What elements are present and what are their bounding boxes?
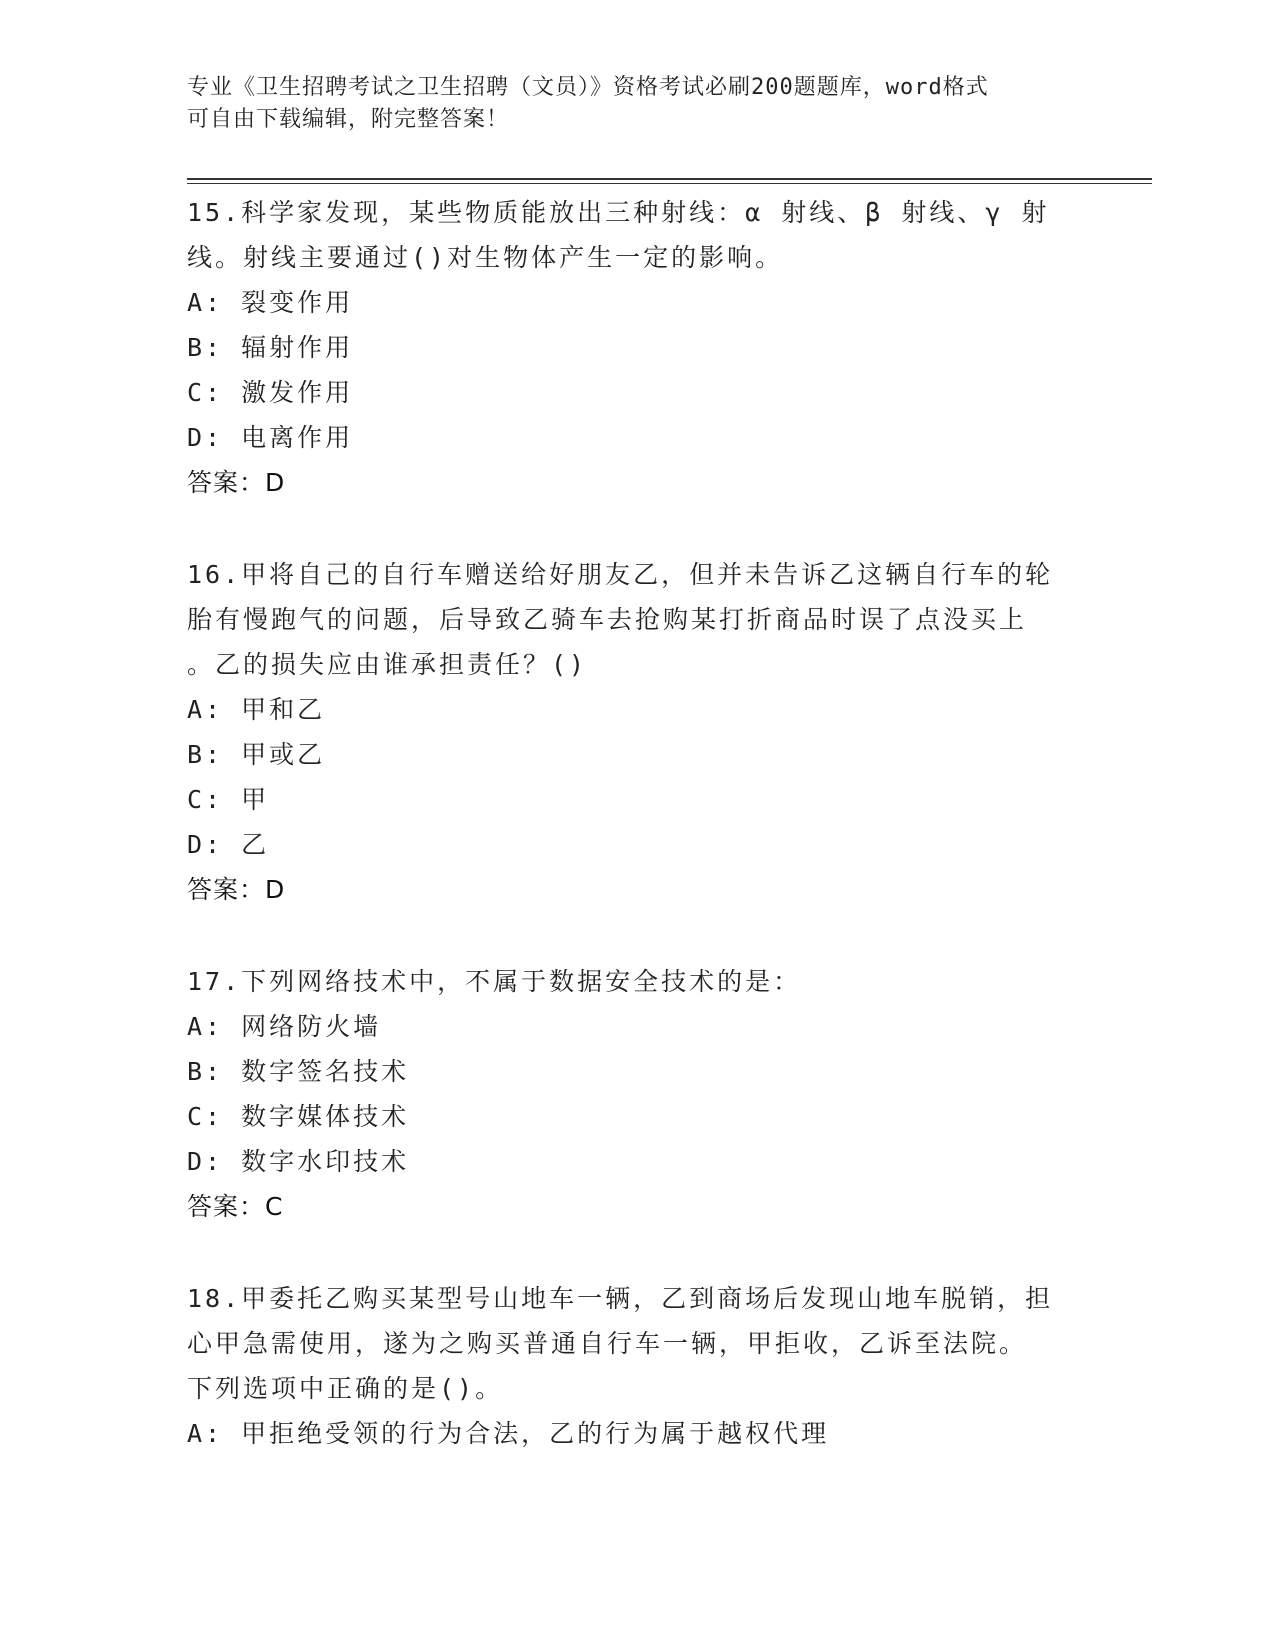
option-a: A: 网络防火墙	[187, 1012, 382, 1041]
answer-line: 答案：D	[187, 468, 286, 497]
question-18	[187, 1276, 1087, 1456]
option-a: A: 甲拒绝受领的行为合法，乙的行为属于越权代理	[187, 1419, 830, 1448]
option-c: C: 激发作用	[187, 378, 354, 407]
option-d: D: 电离作用	[187, 423, 354, 452]
question-stem-line: 17.下列网络技术中，不属于数据安全技术的是：	[187, 967, 802, 996]
option-a: A: 裂变作用	[187, 288, 354, 317]
question-stem-line: 心甲急需使用，遂为之购买普通自行车一辆，甲拒收，乙诉至法院。	[187, 1329, 1028, 1358]
option-c: C: 数字媒体技术	[187, 1102, 410, 1131]
header-title-line-2: 可自由下载编辑，附完整答案！	[187, 107, 510, 132]
question-17	[187, 959, 1087, 1229]
option-a: A: 甲和乙	[187, 695, 326, 724]
question-15	[187, 190, 1087, 505]
question-stem-line: 18.甲委托乙购买某型号山地车一辆，乙到商场后发现山地车脱销，担	[187, 1284, 1054, 1313]
option-b: B: 辐射作用	[187, 333, 354, 362]
option-c: C: 甲	[187, 785, 270, 814]
question-stem-line: 胎有慢跑气的问题，后导致乙骑车去抢购某打折商品时误了点没买上	[187, 605, 1028, 634]
question-stem-line: 下列选项中正确的是()。	[187, 1374, 504, 1403]
question-stem-line: 。乙的损失应由谁承担责任？()	[187, 650, 588, 679]
question-stem-line: 16.甲将自己的自行车赠送给好朋友乙，但并未告诉乙这辆自行车的轮	[187, 560, 1054, 589]
header-divider-thick	[187, 178, 1152, 180]
question-stem-line: 15.科学家发现，某些物质能放出三种射线：α 射线、β 射线、γ 射	[187, 198, 1050, 227]
question-16	[187, 552, 1087, 912]
option-d: D: 乙	[187, 830, 270, 859]
answer-line: 答案：D	[187, 875, 286, 904]
question-list	[187, 190, 1087, 1503]
answer-line: 答案：C	[187, 1192, 284, 1221]
document-header	[187, 72, 1067, 136]
question-stem-line: 线。射线主要通过()对生物体产生一定的影响。	[187, 243, 784, 272]
option-d: D: 数字水印技术	[187, 1147, 410, 1176]
header-title-line-1: 专业《卫生招聘考试之卫生招聘（文员）》资格考试必刷200题题库，word格式	[187, 75, 989, 100]
option-b: B: 数字签名技术	[187, 1057, 410, 1086]
header-divider-thin	[187, 183, 1152, 184]
option-b: B: 甲或乙	[187, 740, 326, 769]
